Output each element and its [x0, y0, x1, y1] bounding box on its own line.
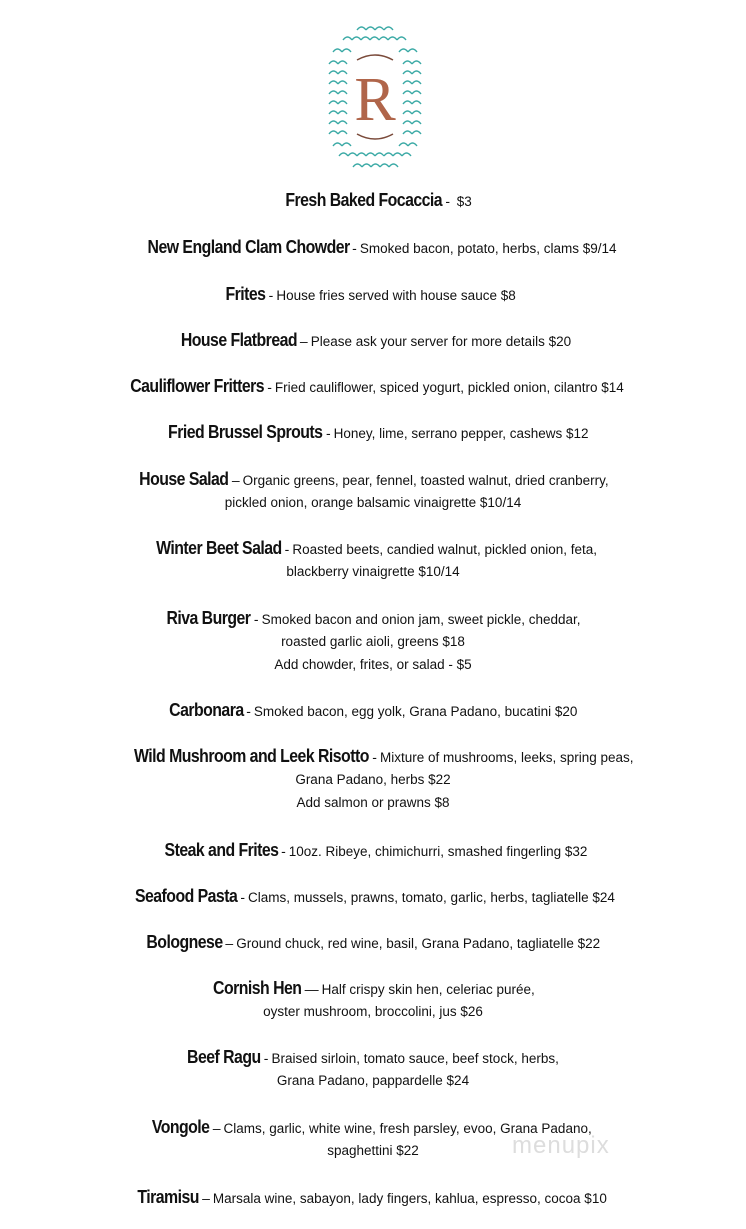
- menu-item-name: Tiramisu: [137, 1187, 200, 1207]
- menu-item-description: Fried cauliflower, spiced yogurt, pickled onion, cilantro $14: [274, 380, 624, 395]
- menu-item-line: [0, 791, 746, 814]
- menu-item-name: Bolognese: [146, 932, 223, 952]
- menu-item-description: Clams, garlic, white wine, fresh parsley, evoo, Grana Padano,: [223, 1121, 592, 1136]
- separator: -: [372, 749, 377, 765]
- menu-item-line: [0, 375, 746, 398]
- menu-item-name: Fried Brussel Sprouts: [168, 422, 323, 442]
- menu-item-name: Wild Mushroom and Leek Risotto: [134, 746, 370, 766]
- menu-item-description: spaghettini $22: [327, 1143, 419, 1158]
- menu-item-description: Braised sirloin, tomato sauce, beef stock, herbs,: [271, 1051, 559, 1066]
- separator: -: [263, 1050, 269, 1066]
- menu-item-name: Carbonara: [168, 700, 244, 720]
- menu-item-line: [0, 560, 746, 583]
- menu-item-line: [0, 283, 746, 306]
- menu-item: [0, 699, 746, 722]
- separator: -: [281, 843, 286, 859]
- menu-item-description: 10oz. Ribeye, chimichurri, smashed fingerling $32: [288, 844, 588, 859]
- menu-item-line: [0, 236, 746, 259]
- menu-item-description: Grana Padano, herbs $22: [295, 772, 451, 787]
- menu-item-line: [0, 653, 746, 676]
- separator: –: [202, 1190, 210, 1206]
- menu-item-description: pickled onion, orange balsamic vinaigrette $10/14: [224, 495, 522, 510]
- menu-item-line: [0, 1139, 746, 1162]
- menu-item-line: [0, 931, 746, 954]
- menu-item-line: [0, 1069, 746, 1092]
- menu-item-line: [0, 630, 746, 653]
- menu-item-line: [0, 329, 746, 352]
- menu-item-name: Cauliflower Fritters: [130, 376, 265, 396]
- menu-item: [0, 839, 746, 862]
- logo-letter: R: [354, 66, 396, 134]
- menu-item-description: Honey, lime, serrano pepper, cashews $12: [333, 426, 589, 441]
- menu-item-description: Grana Padano, pappardelle $24: [276, 1073, 470, 1088]
- separator: -: [240, 889, 245, 905]
- menu-item: [0, 329, 746, 352]
- separator: —: [304, 981, 319, 997]
- menu-item: [0, 236, 746, 259]
- separator: -: [253, 611, 259, 627]
- menu-item: [0, 607, 746, 676]
- menu-item-line: [0, 977, 746, 1000]
- menu-item-line: [0, 745, 746, 768]
- menu-item: [0, 375, 746, 398]
- menu-item-description: oyster mushroom, broccolini, jus $26: [263, 1004, 483, 1019]
- menu-item-description: Marsala wine, sabayon, lady fingers, kahlua, espresso, cocoa $10: [212, 1191, 607, 1206]
- menu-item-description: Mixture of mushrooms, leeks, spring peas,: [379, 750, 634, 765]
- menu-item-line: [0, 1186, 746, 1209]
- menu-item-name: Fresh Baked Focaccia: [285, 190, 443, 210]
- menu-item: [0, 189, 746, 212]
- menu-item-line: [0, 1000, 746, 1023]
- separator: -: [268, 287, 274, 303]
- menu-item-description: House fries served with house sauce $8: [276, 288, 516, 303]
- menu-item-description: Half crispy skin hen, celeriac purée,: [321, 982, 535, 997]
- restaurant-logo: [325, 22, 425, 172]
- menu-item: [0, 537, 746, 583]
- menu-item: [0, 283, 746, 306]
- menu-item: [0, 1116, 746, 1162]
- menu-item-name: Steak and Frites: [164, 840, 279, 860]
- menu-item: [0, 977, 746, 1023]
- menu-item: [0, 885, 746, 908]
- separator: -: [325, 425, 331, 441]
- watermark: menupix: [512, 1132, 610, 1159]
- menu-item-name: Beef Ragu: [187, 1047, 261, 1067]
- menu-item: [0, 745, 746, 814]
- menu-item-description: Clams, mussels, prawns, tomato, garlic, herbs, tagliatelle $24: [248, 890, 615, 905]
- menu-item-line: [0, 189, 746, 212]
- menu-item-line: [0, 468, 746, 491]
- menu-item-description: Ground chuck, red wine, basil, Grana Padano, tagliatelle $22: [236, 936, 601, 951]
- menu-item-name: House Salad: [139, 469, 229, 489]
- menu-item-description: Smoked bacon, egg yolk, Grana Padano, bucatini $20: [253, 704, 578, 719]
- menu-item-description: Organic greens, pear, fennel, toasted walnut, dried cranberry,: [242, 473, 609, 488]
- menu-item-description: Smoked bacon and onion jam, sweet pickle, cheddar,: [261, 612, 581, 627]
- menu-item-description: Please ask your server for more details $20: [310, 334, 572, 349]
- separator: -: [284, 541, 290, 557]
- menu-item-description: Smoked bacon, potato, herbs, clams $9/14: [359, 241, 617, 256]
- menu-item-line: [0, 421, 746, 444]
- menu-item-line: [0, 699, 746, 722]
- menu-item-name: Vongole: [152, 1117, 210, 1137]
- menu-item-line: [0, 885, 746, 908]
- separator: -: [352, 240, 357, 256]
- separator: –: [231, 472, 240, 488]
- separator: -: [246, 703, 251, 719]
- menu-item-name: Cornish Hen: [213, 978, 302, 998]
- menu-item-name: Seafood Pasta: [135, 886, 238, 906]
- menu-item-description: Add salmon or prawns $8: [296, 795, 450, 810]
- menu-item-description: Add chowder, frites, or salad - $5: [274, 657, 472, 672]
- menu-item-description: $3: [452, 194, 472, 209]
- separator: -: [445, 193, 450, 209]
- menu-item-description: Roasted beets, candied walnut, pickled onion, feta,: [292, 542, 598, 557]
- menu-item-line: [0, 537, 746, 560]
- menu-item-line: [0, 839, 746, 862]
- menu-item-line: [0, 607, 746, 630]
- menu-item: [0, 1046, 746, 1092]
- menu-item-name: New England Clam Chowder: [147, 237, 350, 257]
- separator: -: [267, 379, 272, 395]
- menu-item: [0, 1186, 746, 1209]
- menu-item-description: blackberry vinaigrette $10/14: [286, 564, 460, 579]
- menu-item-name: House Flatbread: [180, 330, 297, 350]
- menu-item-line: [0, 491, 746, 514]
- menu-item-line: [0, 768, 746, 791]
- menu-item-name: Frites: [225, 284, 266, 304]
- menu-item: [0, 468, 746, 514]
- menu-item: [0, 931, 746, 954]
- menu-item-name: Riva Burger: [166, 608, 251, 628]
- separator: –: [299, 333, 308, 349]
- separator: –: [212, 1120, 221, 1136]
- menu-item-description: roasted garlic aioli, greens $18: [281, 634, 465, 649]
- menu-item: [0, 421, 746, 444]
- menu-item-line: [0, 1046, 746, 1069]
- menu-item-line: [0, 1116, 746, 1139]
- menu-item-name: Winter Beet Salad: [156, 538, 282, 558]
- separator: –: [225, 935, 234, 951]
